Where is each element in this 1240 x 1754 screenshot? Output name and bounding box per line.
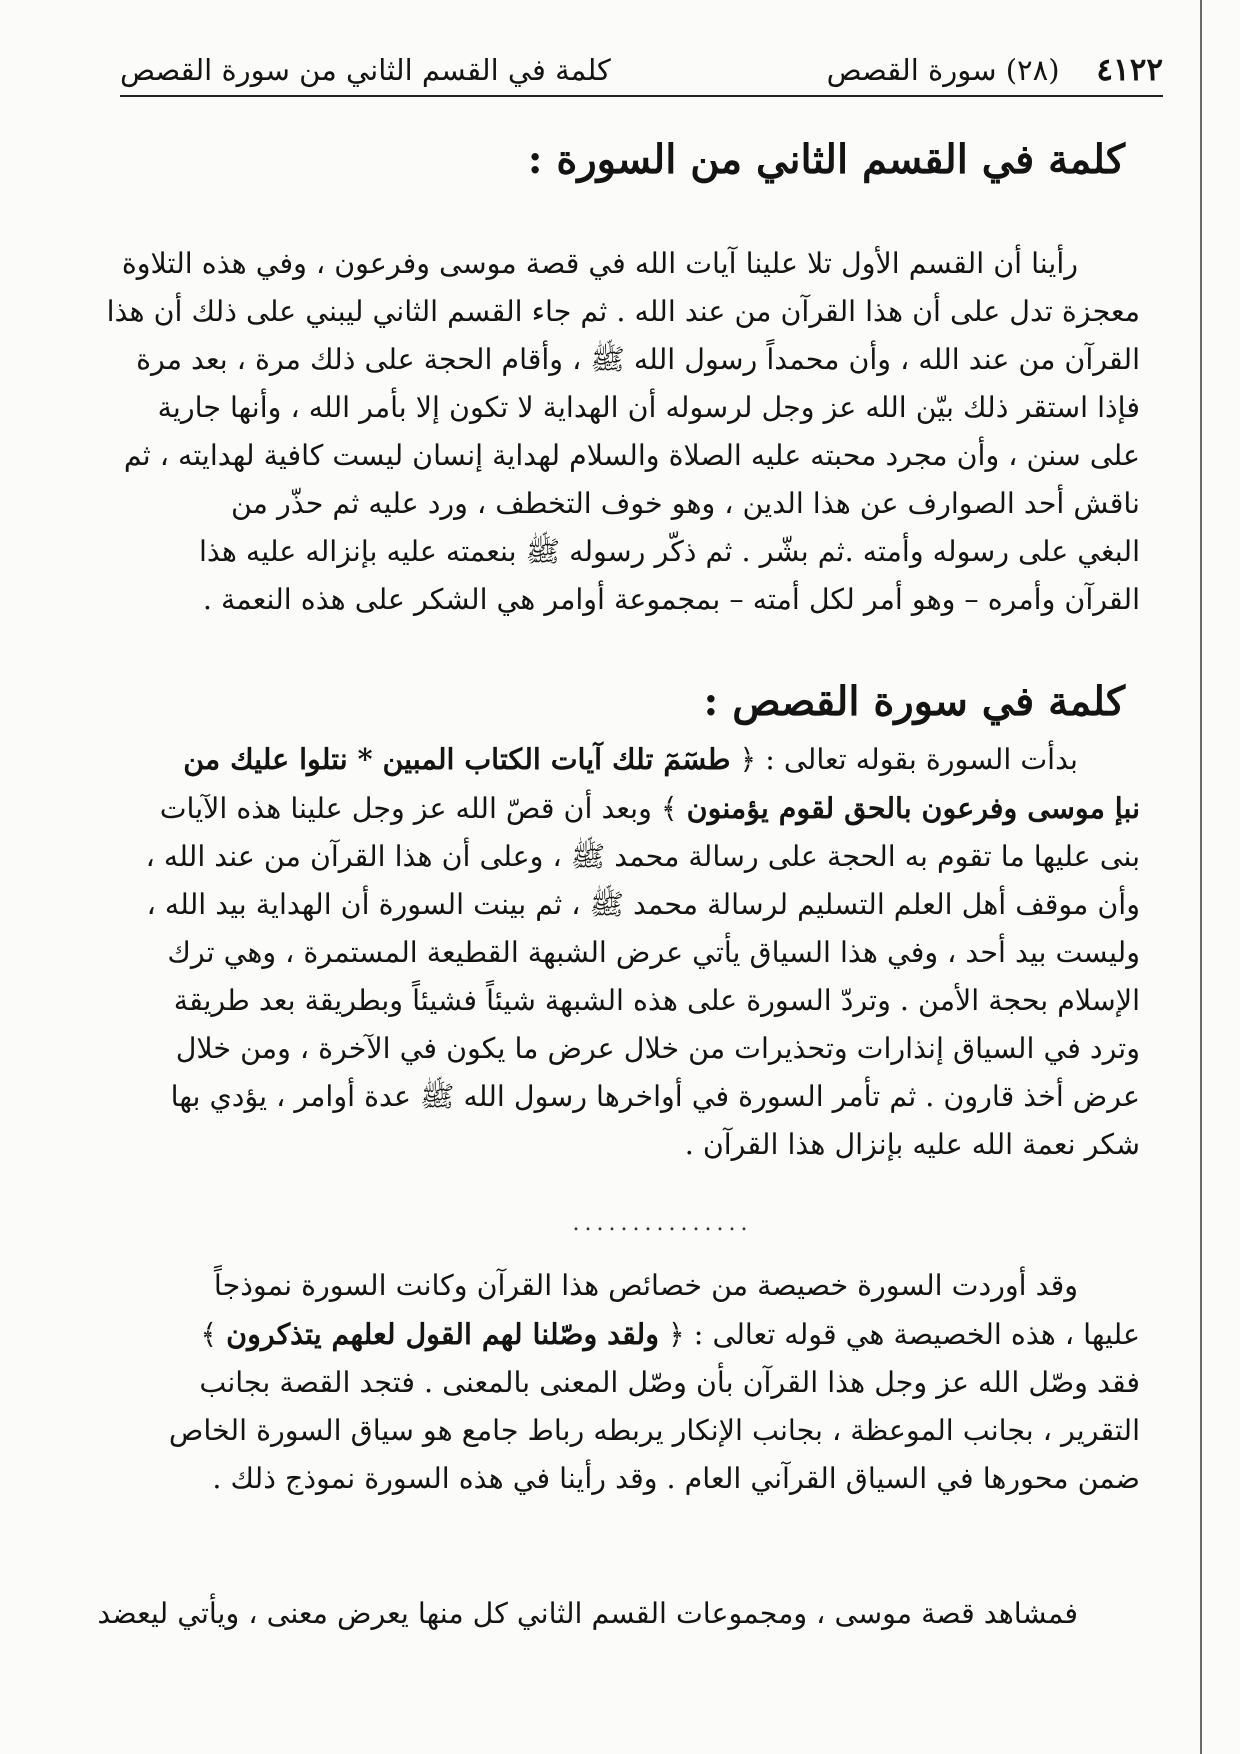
text-line: وترد في السياق إنذارات وتحذيرات من خلال عرض ما يكون في الآخرة ، ومن خلال (175, 1032, 1140, 1065)
paragraph-part-two (85, 240, 1140, 624)
text-line: على سنن ، وأن مجرد محبته عليه الصلاة والسلام لهداية إنسان ليست كافية لهدايته ، ثم (123, 439, 1140, 472)
text-line: وأن موقف أهل العلم التسليم لرسالة محمد ﷺ ، ثم بينت السورة أن الهداية بيد الله ، (146, 888, 1140, 921)
page-number: ٤١٢٢ (1096, 52, 1163, 88)
text-line: القرآن من عند الله ، وأن محمداً رسول الله ﷺ ، وأقام الحجة على ذلك مرة ، بعد مرة (136, 343, 1140, 376)
text-line: وليست بيد أحد ، وفي هذا السياق يأتي عرض الشبهة القطيعة المستمرة ، وهي ترك (167, 936, 1140, 969)
text-line: القرآن وأمره – وهو أمر لكل أمته – بمجموعة أوامر هي الشكر على هذه النعمة . (202, 583, 1140, 616)
quran-verse: نبإ موسى وفرعون بالحق لقوم يؤمنون (686, 791, 1140, 825)
text-line: شكر نعمة الله عليه بإنزال هذا القرآن . (684, 1128, 1140, 1161)
header-rule (120, 95, 1163, 97)
quran-verse: ولقد وصّلنا لهم القول لعلهم يتذكرون (226, 1317, 659, 1351)
running-head-section-title: كلمة في القسم الثاني من سورة القصص (120, 53, 611, 87)
running-head (120, 46, 1163, 94)
quran-verse: طسٓمٓ تلك آيات الكتاب المبين * نتلوا عليك من (183, 742, 731, 776)
text-line (85, 1310, 1140, 1359)
text-line: رأينا أن القسم الأول تلا علينا آيات الله في قصة موسى وفرعون ، وفي هذه التلاوة (121, 247, 1078, 280)
section-separator: ............... (572, 1211, 753, 1236)
text-line: فإذا استقر ذلك بيّن الله عز وجل لرسوله أن الهداية لا تكون إلا بأمر الله ، وأنها جارية (157, 391, 1140, 424)
text-run: ﴾ (200, 1318, 227, 1351)
text-line: فقد وصّل الله عز وجل هذا القرآن بأن وصّل المعنى بالمعنى . فتجد القصة بجانب (199, 1366, 1140, 1399)
text-line: بنى عليها ما تقوم به الحجة على رسالة محمد ﷺ ، وعلى أن هذا القرآن من عند الله ، (145, 840, 1140, 873)
section-heading-surah: كلمة في سورة القصص : (703, 678, 1125, 725)
text-line (85, 784, 1140, 833)
text-line: ضمن محورها في السياق القرآني العام . وقد رأينا في هذه السورة نموذج ذلك . (212, 1462, 1140, 1495)
text-line: الإسلام بحجة الأمن . وتردّ السورة على هذه الشبهة شيئاً فشيئاً وبطريقة بعد طريقة (173, 984, 1140, 1017)
paragraph-closing (85, 1590, 1140, 1638)
text-line: فمشاهد قصة موسى ، ومجموعات القسم الثاني كل منها يعرض معنى ، ويأتي ليعضد (97, 1597, 1078, 1630)
text-run: ﴾ وبعد أن قصّ الله عز وجل علينا هذه الآيات (159, 792, 687, 825)
text-line: عرض أخذ قارون . ثم تأمر السورة في أواخرها رسول الله ﷺ عدة أوامر ، يؤدي بها (170, 1080, 1140, 1113)
text-line: البغي على رسوله وأمته .ثم بشّر . ثم ذكّر رسوله ﷺ بنعمته عليه بإنزاله عليه هذا (198, 535, 1140, 568)
surah-label: (٢٨) سورة القصص (826, 53, 1060, 87)
section-heading-part-two: كلمة في القسم الثاني من السورة : (527, 136, 1125, 183)
paragraph-surah-overview (85, 735, 1140, 1169)
paragraph-feature (85, 1262, 1140, 1503)
text-run: عليها ، هذه الخصيصة هي قوله تعالى : ﴿ (658, 1318, 1140, 1351)
text-line: وقد أوردت السورة خصيصة من خصائص هذا القرآن وكانت السورة نموذجاً (213, 1269, 1078, 1302)
text-line: التقرير ، بجانب الموعظة ، بجانب الإنكار يربطه رباط جامع هو سياق السورة الخاص (168, 1414, 1140, 1447)
text-run: بدأت السورة بقوله تعالى : ﴿ (730, 743, 1078, 776)
text-line: معجزة تدل على أن هذا القرآن من عند الله . ثم جاء القسم الثاني ليبني على ذلك أن هذا (106, 295, 1140, 328)
text-line: ناقش أحد الصوارف عن هذا الدين ، وهو خوف التخطف ، ورد عليه ثم حذّر من (230, 487, 1140, 520)
running-head-right (827, 46, 1163, 94)
text-line (85, 735, 1140, 784)
